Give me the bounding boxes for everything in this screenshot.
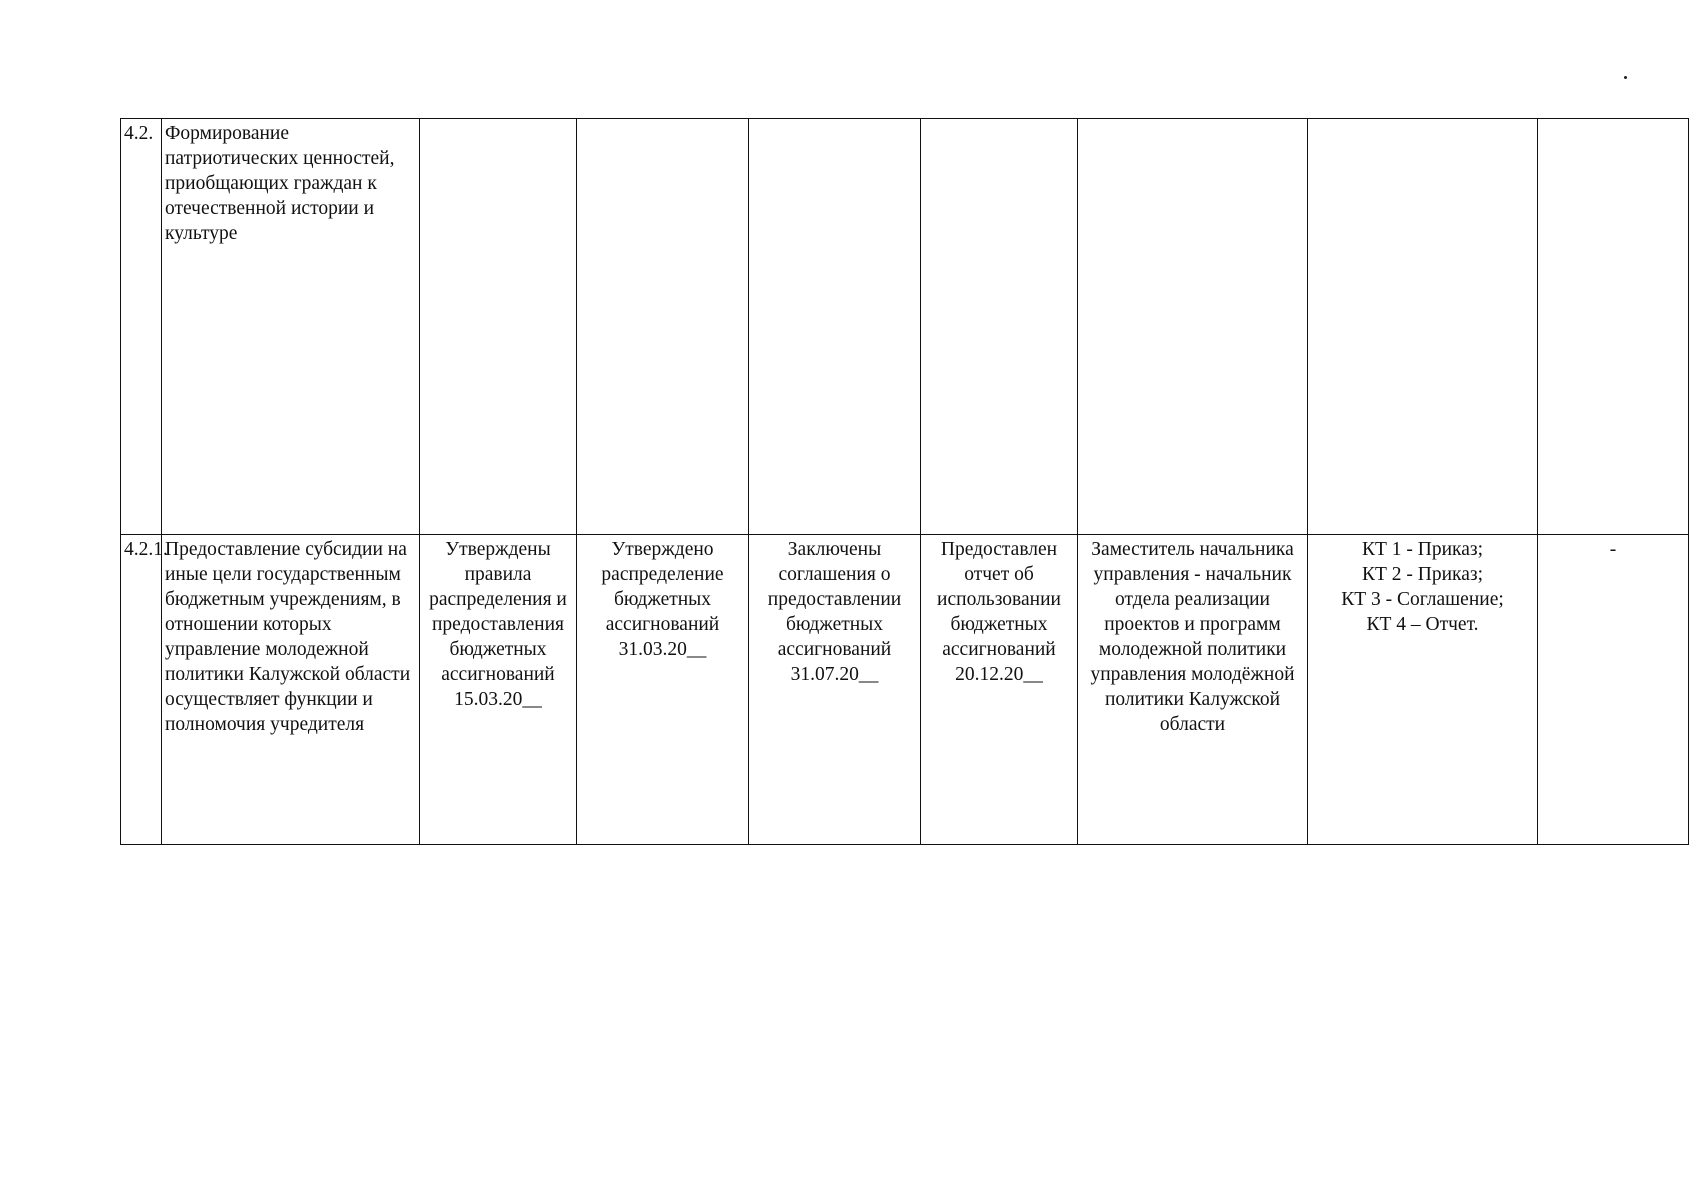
document-kt1: КТ 1 - Приказ; <box>1361 539 1483 560</box>
scan-speck <box>1624 76 1627 79</box>
row-number: 4.2.1. <box>121 535 162 845</box>
control-point-1 <box>420 119 577 535</box>
responsible-person <box>1078 119 1308 535</box>
control-point-3: Заключены соглашения о предоставлении бюджетных ассигнований 31.07.20__ <box>749 535 921 845</box>
note-cell: - <box>1538 535 1689 845</box>
confirming-documents <box>1308 535 1538 845</box>
control-point-4: Предоставлен отчет об использовании бюджетных ассигнований 20.12.20__ <box>921 535 1078 845</box>
control-point-1: Утверждены правила распределения и предоставления бюджетных ассигнований 15.03.20__ <box>420 535 577 845</box>
control-point-2 <box>577 119 749 535</box>
table-row <box>121 119 1689 535</box>
document-kt2: КТ 2 - Приказ; <box>1361 564 1483 585</box>
control-point-4 <box>921 119 1078 535</box>
control-point-3 <box>749 119 921 535</box>
activity-name: Формирование патриотических ценностей, приобщающих граждан к отечественной истории и культуре <box>162 119 420 535</box>
row-number: 4.2. <box>121 119 162 535</box>
note-cell <box>1538 119 1689 535</box>
confirming-documents <box>1308 119 1538 535</box>
document-kt4: КТ 4 – Отчет. <box>1366 614 1479 635</box>
control-points-table <box>120 118 1689 845</box>
activity-name: Предоставление субсидии на иные цели государственным бюджетным учреждениям, в отношении которых управление молодежной политики Калужской области осуществляет функции и полномочия учредителя <box>162 535 420 845</box>
document-kt3: КТ 3 - Соглашение; <box>1341 589 1504 610</box>
responsible-person: Заместитель начальника управления - начальник отдела реализации проектов и программ молодежной политики управления молодёжной политики Калужской области <box>1078 535 1308 845</box>
control-point-2: Утверждено распределение бюджетных ассигнований 31.03.20__ <box>577 535 749 845</box>
table-row <box>121 535 1689 845</box>
